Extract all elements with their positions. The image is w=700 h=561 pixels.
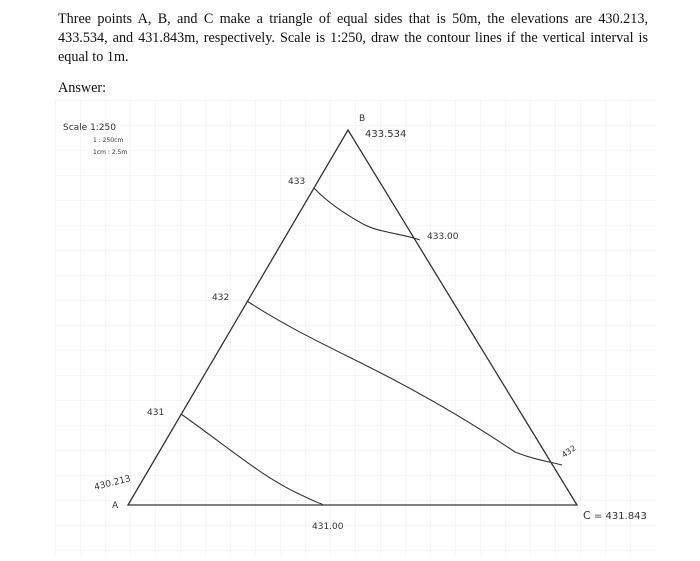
contour-sketch	[55, 100, 655, 555]
vertex-label-c: C	[583, 509, 591, 522]
contour-label-433-right: 433.00	[427, 232, 459, 242]
contour-label-432-left: 432	[212, 293, 230, 303]
answer-label: Answer:	[58, 80, 107, 96]
contour-label-431-bottom: 431.00	[312, 522, 344, 532]
elevation-c: = 431.843	[594, 511, 647, 522]
elevation-a: 430.213	[93, 474, 132, 493]
scale-note-line3: 1cm : 2.5m	[93, 149, 128, 156]
scale-note-line2: 1 : 250cm	[93, 137, 124, 144]
vertex-label-a: A	[112, 501, 119, 511]
contour-label-431-left: 431	[147, 408, 165, 418]
vertex-label-b: B	[359, 114, 366, 124]
contour-label-433-left: 433	[288, 177, 306, 187]
scale-note-line1: Scale 1:250	[63, 123, 117, 133]
elevation-b: 433.534	[365, 129, 407, 140]
contour-label-432-right: 432	[559, 443, 578, 460]
question-text: Three points A, B, and C make a triangle of equal sides that is 50m, the elevations are 430.213, 433.534, and 431.843m, respectively. Scale is 1:250, draw the contour lines if the vertical interval is equal to 1m.	[58, 11, 648, 65]
graph-paper-grid	[55, 100, 655, 555]
